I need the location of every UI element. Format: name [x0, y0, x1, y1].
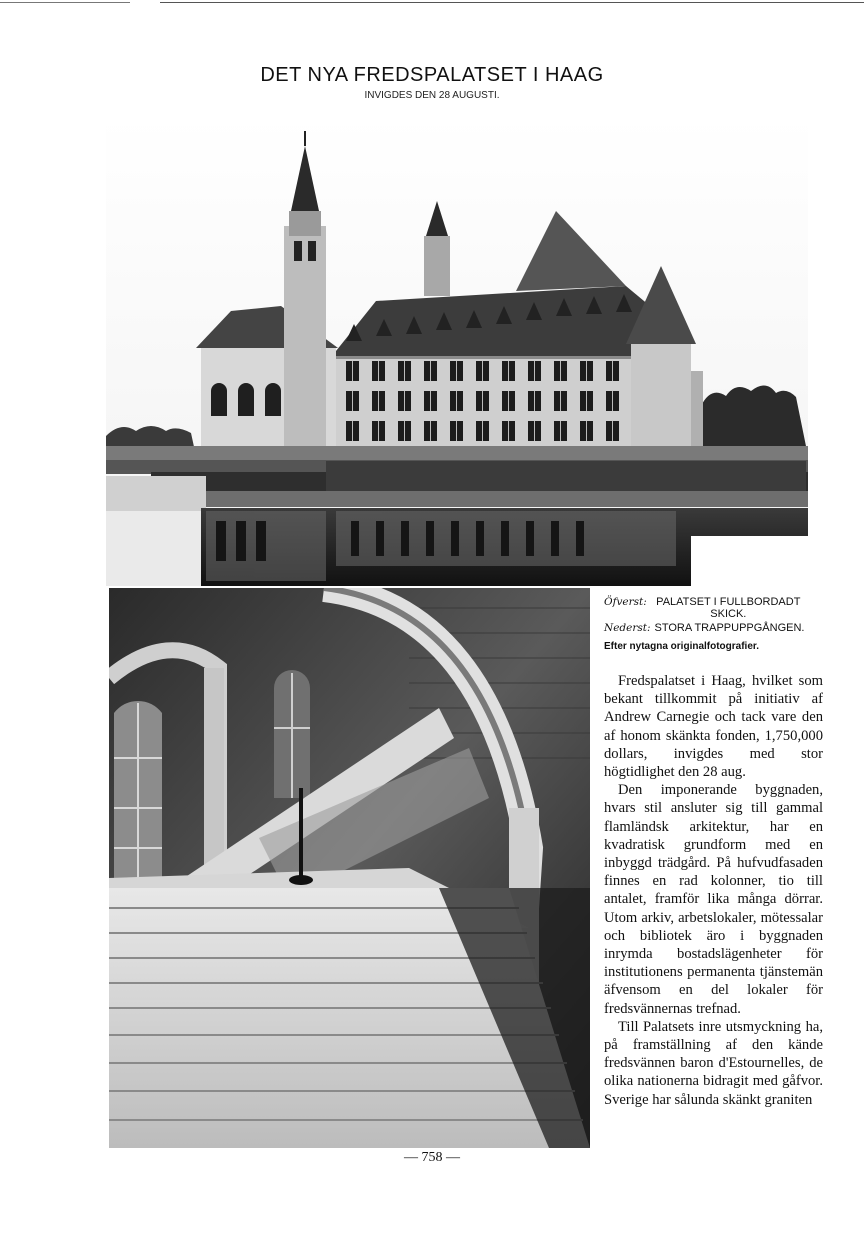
page-title: DET NYA FREDSPALATSET I HAAG: [260, 64, 604, 86]
caption-bottom-text: STORA TRAPPUPPGÅNGEN.: [654, 622, 805, 634]
top-rule: [160, 2, 864, 3]
article-paragraph: Till Palatsets inre utsmyckning ha, på framställning af den kände fredsvännen baron d'Estournelles, de olika nationerna bidragit med gåfvor. Sverige har sålunda skänkt graniten: [604, 1018, 823, 1108]
caption-source: Efter nytagna originalfotografier.: [604, 641, 760, 652]
top-rule-left: [0, 2, 130, 3]
caption-bottom: [604, 622, 824, 634]
photo-peace-palace-exterior: [106, 116, 808, 586]
page-subtitle: INVIGDES DEN 28 AUGUSTI.: [364, 90, 500, 101]
caption-top-label: Öfverst:: [604, 596, 647, 608]
caption-top-text: PALATSET I FULLBORDADT SKICK.: [656, 596, 801, 620]
caption-bottom-label: Nederst:: [604, 622, 651, 634]
photo-grand-staircase: [109, 588, 590, 1148]
article-body: [604, 672, 823, 1109]
article-paragraph: Den imponerande byggnaden, hvars stil ansluter sig till gammal flamländsk arkitektur, har en kvadratisk grundform med en inbyggd trädgård. På hufvudfasaden finnes en rad kolonner, tio till antalet, framför lika många dörrar. Utom arkiv, arbetslokaler, mötessalar och bibliotek äro i byggnaden inrymda bostadslägenheter för institutionens permanenta tjänstemän äfvensom en del lokaler för fredsvännernas trefnad.: [604, 782, 823, 1017]
page-number: — 758 —: [404, 1150, 460, 1165]
article-paragraph: Fredspalatset i Haag, hvilket som bekant tillkommit på initiativ af Andrew Carnegie och tack vare den af honom skänkta fonden, 1,750,000 dollars, invigdes med stor högtidlighet den 28 aug.: [604, 673, 823, 781]
caption-top: [604, 596, 824, 620]
